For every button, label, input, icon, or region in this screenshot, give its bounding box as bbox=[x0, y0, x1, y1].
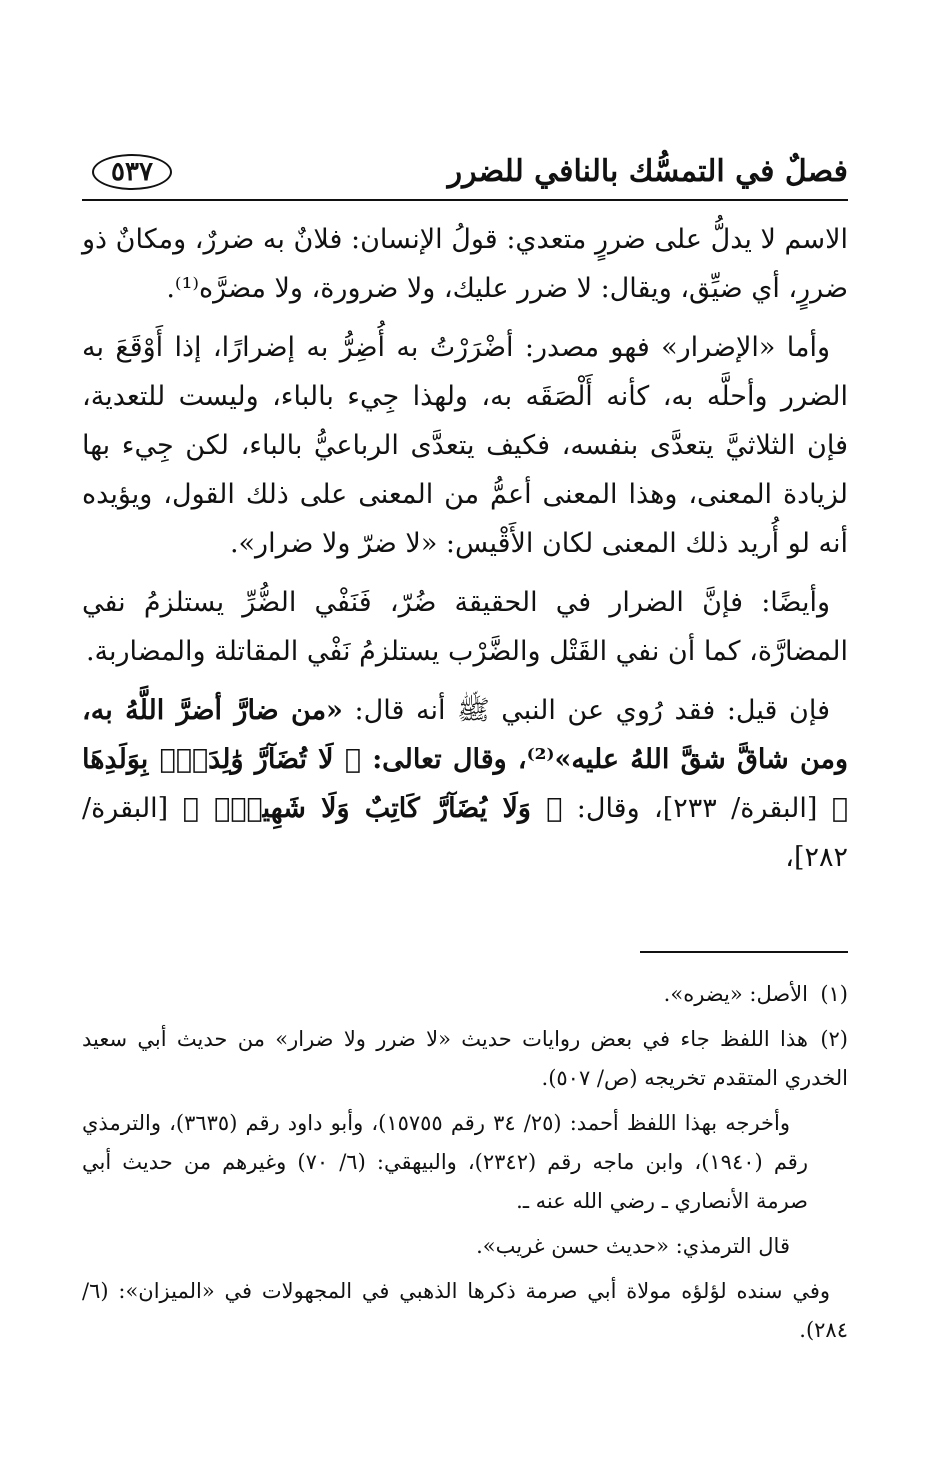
main-text bbox=[82, 215, 848, 892]
running-title: فصلٌ في التمسُّك بالنافي للضرر bbox=[447, 154, 848, 189]
hadith-and-verse-quote: «من ضارَّ أضرَّ اللَّهُ به، ومن شاقَّ شقَّ اللهُ عليه»⁽²⁾، وقال تعالى: ﴿ لَا تُضَآرَّ وَٰلِدَةُۢ بِوَلَدِهَا ﴾ bbox=[82, 695, 848, 824]
page-number-badge: ٥٣٧ bbox=[92, 154, 172, 190]
footnote-1 bbox=[82, 975, 848, 1014]
footnote-1-text: الأصل: «يضره». bbox=[663, 982, 808, 1006]
footnote-2-paragraph-3: قال الترمذي: «حديث حسن غريب». bbox=[476, 1234, 790, 1258]
footnote-2-paragraph-4: وفي سنده لؤلؤه مولاة أبي صرمة ذكرها الذهبي في المجهولات في «الميزان»: (٦/ ٢٨٤). bbox=[82, 1279, 848, 1342]
verse-reference-282: [البقرة/ ٢٨٢]، bbox=[82, 793, 848, 873]
paragraph-4-intro: فإن قيل: فقد رُوي عن النبي ﷺ أنه قال: bbox=[342, 695, 830, 726]
footnote-2-paragraph-2: وأخرجه بهذا اللفظ أحمد: (٢٥/ ٣٤ رقم ١٥٧٥٥)، وأبو داود رقم (٣٦٣٥)، والترمذي رقم (١٩٤٠)، وابن ماجه رقم (٢٣٤٢)، والبيهقي: (٦/ ٧٠) وغيرهم من حديث أبي صرمة الأنصاري ـ رضي الله عنه ـ. bbox=[82, 1111, 808, 1213]
paragraph-4 bbox=[82, 686, 848, 882]
footnote-separator bbox=[640, 951, 848, 953]
footnote-2-text: هذا اللفظ جاء في بعض روايات حديث «لا ضرر ولا ضرار» من حديث أبي سعيد الخدري المتقدم تخريجه (ص/ ٥٠٧). bbox=[82, 1027, 848, 1090]
verse-reference-233: [البقرة/ ٢٣٣]، وقال: bbox=[562, 793, 832, 824]
paragraph-3: وأيضًا: فإنَّ الضرار في الحقيقة ضُرّ، فَنَفْي الضُّرِّ يستلزمُ نفي المضارَّة، كما أن نفي القَتْل والضَّرْب يستلزمُ نَفْي المقاتلة والمضاربة. bbox=[82, 587, 848, 667]
footnote-2-number: (٢) bbox=[820, 1027, 848, 1051]
header-rule bbox=[82, 199, 848, 201]
footnote-2 bbox=[82, 1020, 848, 1098]
page-header bbox=[82, 150, 848, 198]
footnote-1-number: (١) bbox=[820, 982, 848, 1006]
paragraph-1: الاسم لا يدلُّ على ضررٍ متعدي: قولُ الإنسان: فلانٌ به ضررٌ، ومكانٌ ذو ضررٍ، أي ضيِّق، ويقال: لا ضرر عليك، ولا ضرورة، ولا مضرَّه⁽¹⁾. bbox=[82, 224, 848, 304]
footnotes bbox=[82, 975, 848, 1356]
verse-quote-282: ﴿ وَلَا يُضَآرَّ كَاتِبٌ وَلَا شَهِيدٌۚ ﴾ bbox=[182, 793, 563, 824]
paragraph-2: وأما «الإضرار» فهو مصدر: أضْرَرْتُ به أُضِرُّ به إضرارًا، إذا أَوْقَعَ به الضرر وأحلَّه به، كأنه أَلْصَقَه به، ولهذا جِيء بالباء، وليست للتعدية، فإن الثلاثيَّ يتعدَّى بنفسه، فكيف يتعدَّى الرباعيُّ بالباء، لكن جِيء بها لزيادة المعنى، وهذا المعنى أعمُّ من المعنى على ذلك القول، ويؤيده أنه لو أُريد ذلك المعنى لكان الأَقْيس: «لا ضرّ ولا ضرار». bbox=[82, 332, 848, 559]
